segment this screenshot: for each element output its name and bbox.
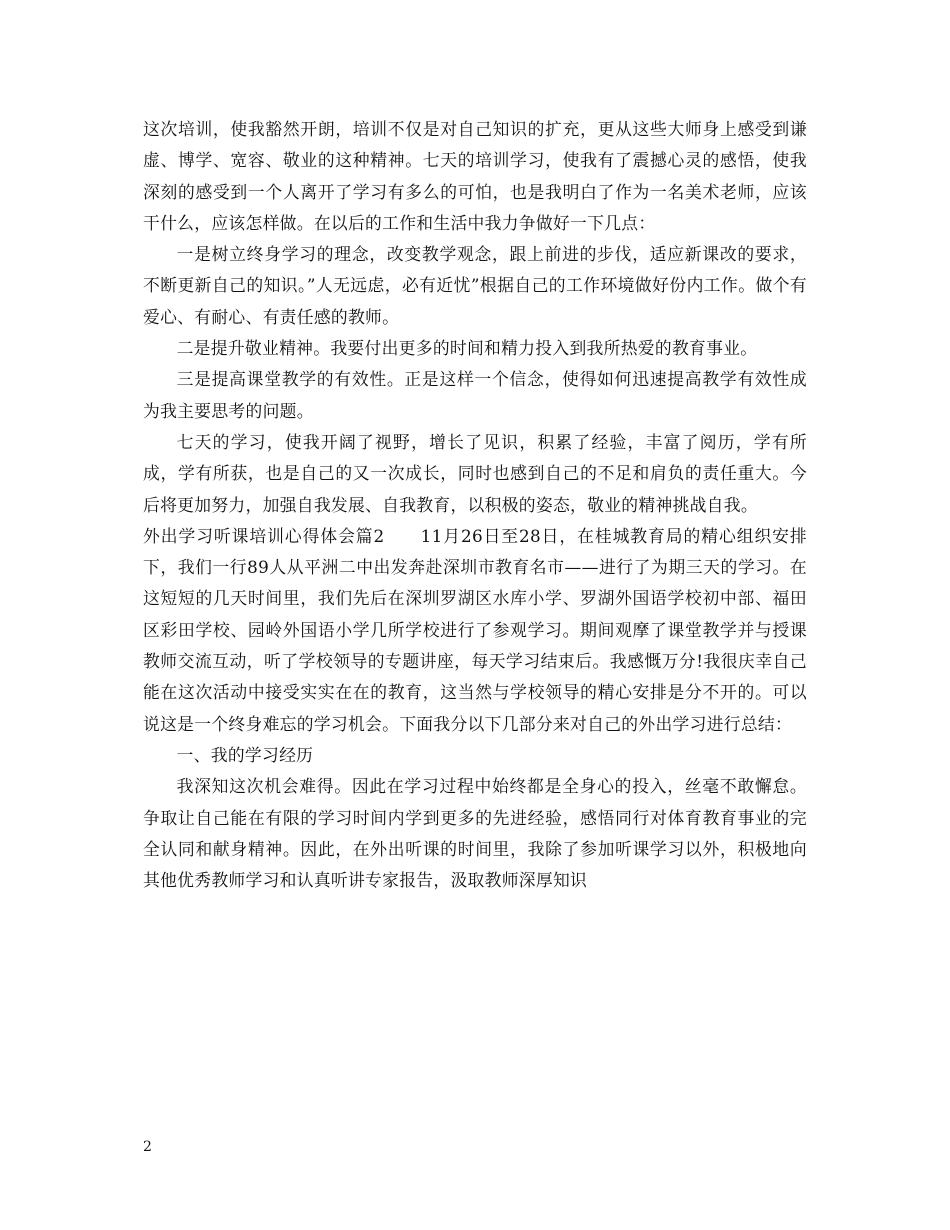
paragraph-6: 外出学习听课培训心得体会篇2 11月26日至28日，在桂城教育局的精心组织安排下，我们一行89人从平洲二中出发奔赴深圳市教育名市——进行了为期三天的学习。在这短短的几天时间里，我们先后在深圳罗湖区水库小学、罗湖外国语学校初中部、福田区彩田学校、园岭外国语小学几所学校进行了参观学习。期间观摩了课堂教学并与授课教师交流互动，听了学校领导的专题讲座，每天学习结束后。我感慨万分!我很庆幸自己能在这次活动中接受实实在在的教育，这当然与学校领导的精心安排是分不开的。可以说这是一个终身难忘的学习机会。下面我分以下几部分来对自己的外出学习进行总结： — [143, 525, 807, 734]
paragraph-4: 三是提高课堂教学的有效性。正是这样一个信念，使得如何迅速提高教学有效性成为我主要思考的问题。 — [143, 369, 807, 421]
section-heading: 一、我的学习经历 — [176, 744, 314, 765]
body-text — [143, 114, 807, 896]
paragraph-3: 二是提升敬业精神。我要付出更多的时间和精力投入到我所热爱的教育事业。 — [176, 338, 758, 359]
page-number: 2 — [143, 1139, 152, 1155]
paragraph-5: 七天的学习，使我开阔了视野，增长了见识，积累了经验，丰富了阅历，学有所成，学有所获，也是自己的又一次成长，同时也感到自己的不足和肩负的责任重大。今后将更加努力，加强自我发展、自我教育，以积极的姿态，敬业的精神挑战自我。 — [143, 431, 807, 515]
paragraph-1: 这次培训，使我豁然开朗，培训不仅是对自己知识的扩充，更从这些大师身上感受到谦虚、博学、宽容、敬业的这种精神。七天的培训学习，使我有了震撼心灵的感悟，使我深刻的感受到一个人离开了学习有多么的可怕，也是我明白了作为一名美术老师，应该干什么，应该怎样做。在以后的工作和生活中我力争做好一下几点： — [143, 119, 807, 233]
paragraph-2: 一是树立终身学习的理念，改变教学观念，跟上前进的步伐，适应新课改的要求，不断更新自己的知识。”人无远虑，必有近忧”根据自己的工作环境做好份内工作。做个有爱心、有耐心、有责任感的教师。 — [143, 244, 807, 327]
paragraph-8: 我深知这次机会难得。因此在学习过程中始终都是全身心的投入，丝毫不敢懈怠。争取让自己能在有限的学习时间内学到更多的先进经验，感悟同行对体育教育事业的完全认同和献身精神。因此，在外出听课的时间里，我除了参加听课学习以外，积极地向其他优秀教师学习和认真听讲专家报告，汲取教师深厚知识 — [143, 776, 807, 891]
